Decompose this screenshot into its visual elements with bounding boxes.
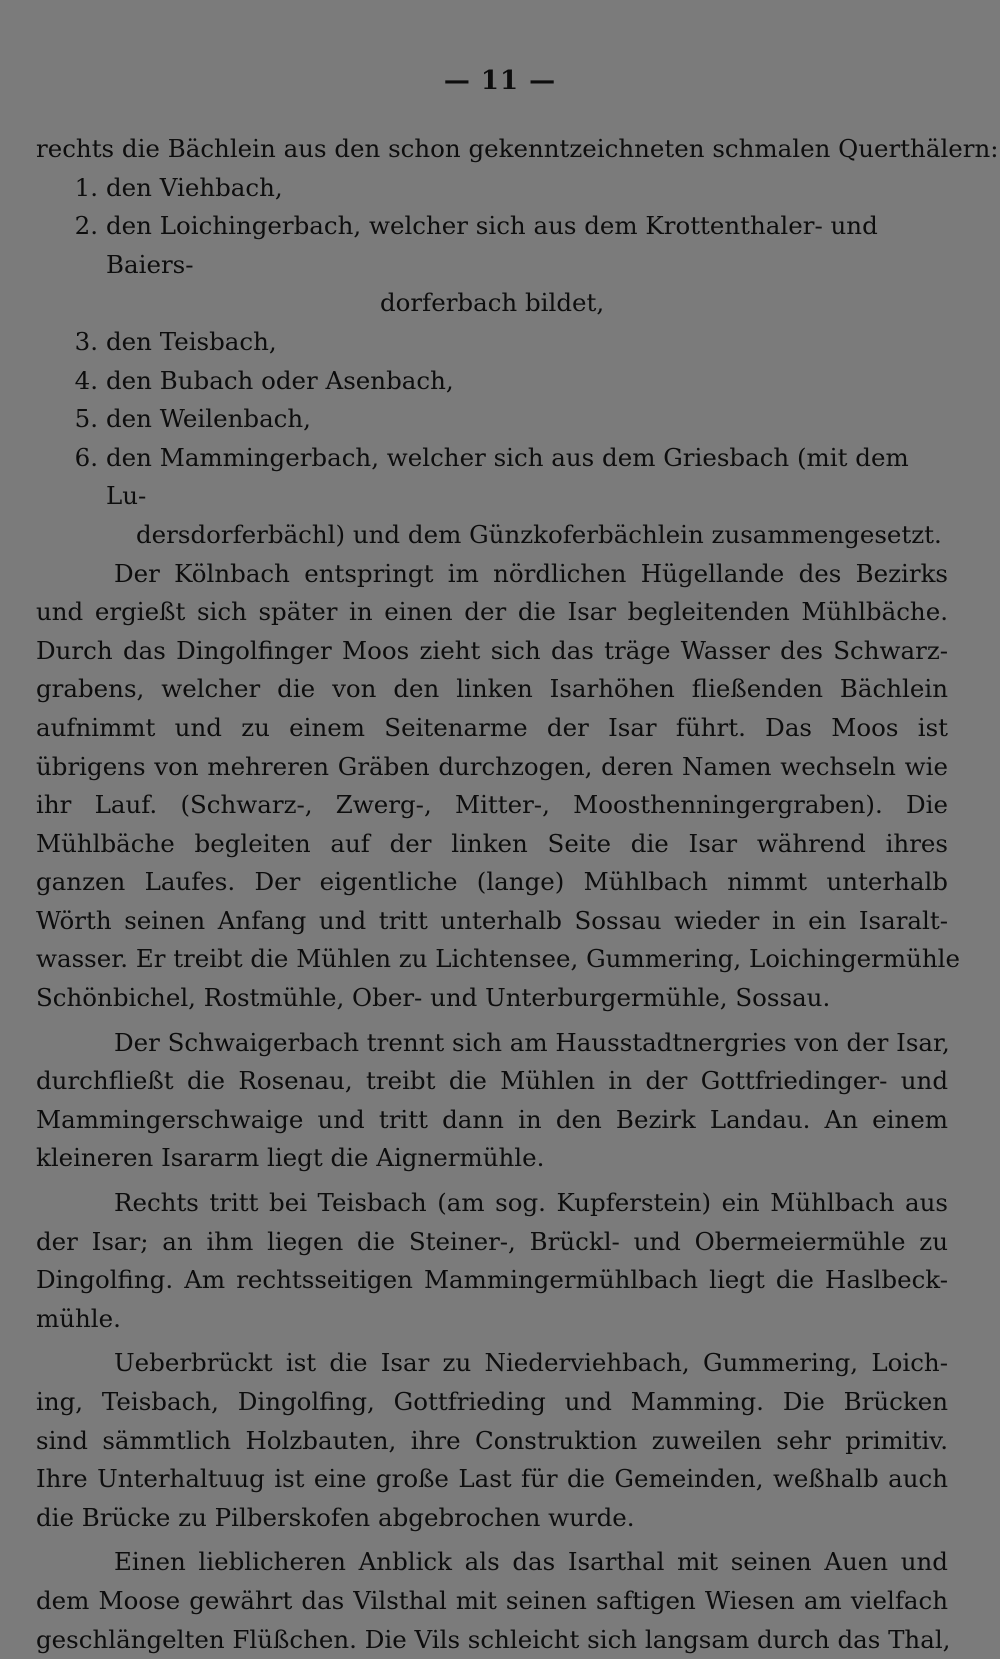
- list-item: 2. den Loichingerbach, welcher sich aus dem Krottenthaler- und Baiers-: [74, 211, 878, 279]
- list-item: 1. den Viehbach,: [74, 172, 283, 202]
- body-text: [36, 130, 999, 1659]
- intro-line: rechts die Bächlein aus den schon gekenntzeichneten schmalen Querthälern:: [36, 134, 999, 163]
- list-item: 5. den Weilenbach,: [74, 404, 311, 434]
- list-item: 3. den Teisbach,: [74, 326, 277, 356]
- paragraph-muehlbach: Rechts tritt bei Teisbach (am sog. Kupferstein) ein Mühlbach aus der Isar; an ihm liegen die Steiner-, Brückl- und Obermeiermühle zu Dingolfing. Am rechtsseitigen Mammingermühlbach liegt die Haslbeck- mühle.: [36, 1188, 948, 1333]
- paragraph-schwaigerbach: Der Schwaigerbach trennt sich am Hausstadtnergries von der Isar, durchfließt die Rosenau, treibt die Mühlen in der Gottfriedinger- und Mammingerschwaige und tritt dann in den Bezirk Landau. An einem kleineren Isararm liegt die Aignermühle.: [36, 1027, 950, 1173]
- list-item: 6. den Mammingerbach, welcher sich aus dem Griesbach (mit dem Lu-: [74, 442, 909, 511]
- list-item-continuation: dorferbach bildet,: [380, 288, 605, 318]
- paragraph-koelnbach: Der Kölnbach entspringt im nördlichen Hügellande des Bezirks und ergießt sich später in einen der die Isar begleitenden Mühlbäche. Durch das Dingolfinger Moos zieht sich das träge Wasser des Schwarz- grabens, welcher die von den linken Isarhöhen fließenden Bächlein aufnimmt und zu einem Seitenarme der Isar führt. Das Moos ist übrigens von mehreren Gräben durchzogen, deren Namen wechseln wie ihr Lauf. (Schwarz-, Zwerg-, Mitter-, Moosthenningergraben). Die Mühlbäche begleiten auf der linken Seite die Isar während ihres ganzen Laufes. Der eigentliche (lange) Mühlbach nimmt unterhalb Wörth seinen Anfang und tritt unterhalb Sossau wieder in ein Isaralt- wasser. Er treibt die Mühlen zu Lichtensee, Gummering, Loichingermühle Schönbichel, Rostmühle, Ober- und Unterburgermühle, Sossau.: [36, 558, 961, 1013]
- brook-list: [36, 169, 948, 555]
- paragraph-bruecken: Ueberbrückt ist die Isar zu Niederviehbach, Gummering, Loich- ing, Teisbach, Dingolfing, Gottfrieding und Mamming. Die Brücken sind sämmtlich Holzbauten, ihre Construktion zuweilen sehr primitiv. Ihre Unterhaltuug ist eine große Last für die Gemeinden, weßhalb auch die Brücke zu Pilberskofen abgebrochen wurde.: [36, 1348, 948, 1532]
- list-item: 4. den Bubach oder Asenbach,: [74, 365, 454, 395]
- list-item-continuation: dersdorferbächl) und dem Günzkoferbächlein zusammengesetzt.: [136, 519, 942, 549]
- page-number: — 11 —: [443, 66, 557, 96]
- paragraph-vilsthal: Einen lieblicheren Anblick als das Isarthal mit seinen Auen und dem Moose gewährt das Vilsthal mit seinen saftigen Wiesen am vielfach geschlängelten Flüßchen. Die Vils schleicht sich langsam durch das Thal,: [36, 1547, 951, 1654]
